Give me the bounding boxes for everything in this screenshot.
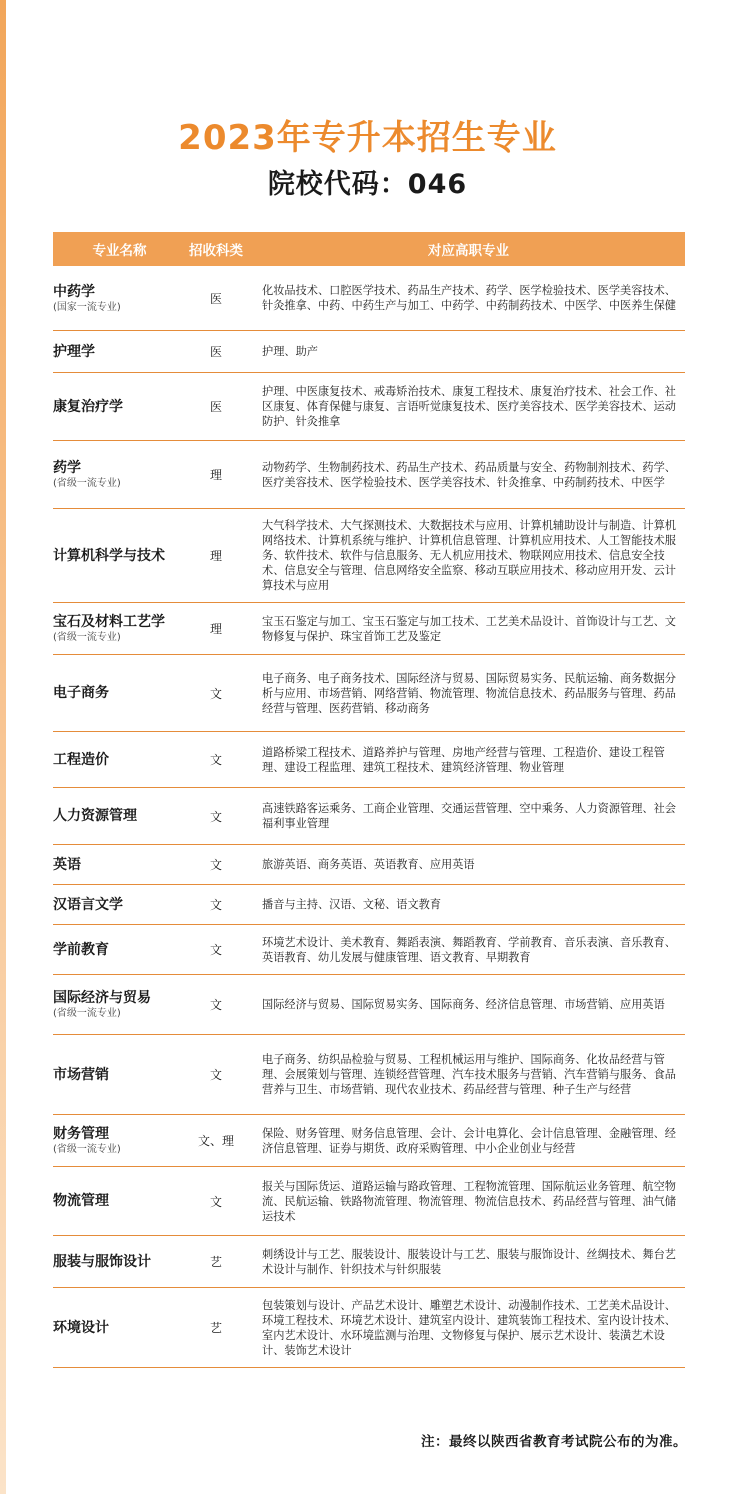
vocational-majors: 播音与主持、汉语、文秘、语文教育 [262, 898, 442, 911]
major-category: 艺 [209, 1321, 222, 1335]
table-row [53, 441, 685, 509]
major-category: 文 [209, 686, 222, 701]
table-row [53, 1236, 685, 1288]
vocational-majors: 环境艺术设计、美术教育、舞蹈表演、舞蹈教育、学前教育、音乐表演、音乐教育、英语教育、幼儿发展与健康管理、语文教育、早期教育 [262, 935, 676, 964]
major-category: 文 [209, 809, 222, 824]
major-category: 艺 [209, 1255, 222, 1269]
major-note: (省级一流专业) [53, 478, 121, 489]
header-vocational: 对应高职专业 [428, 243, 509, 259]
table-row [53, 655, 685, 732]
vocational-majors: 动物药学、生物制药技术、药品生产技术、药品质量与安全、药物制剂技术、药学、医疗美容技术、医学检验技术、医学美容技术、针灸推拿、中药制药技术、中医学 [262, 460, 676, 489]
vocational-majors: 旅游英语、商务英语、英语教育、应用英语 [262, 858, 475, 871]
major-category: 理 [209, 468, 222, 482]
major-name: 物流管理 [53, 1193, 109, 1209]
table-row [53, 1288, 685, 1368]
table-row [53, 603, 685, 655]
majors-table [53, 232, 685, 1368]
vocational-majors: 大气科学技术、大气探测技术、大数据技术与应用、计算机辅助设计与制造、计算机网络技术、计算机系统与维护、计算机信息管理、计算机应用技术、人工智能技术服务、软件技术、软件与信息服务、无人机应用技术、物联网应用技术、信息安全技术、信息安全与管理、信息网络安全监察、移动互联应用技术、移动应用开发、云计算技术与应用 [262, 519, 676, 592]
table-row [53, 266, 685, 331]
major-category: 文 [209, 1194, 222, 1209]
major-name: 人力资源管理 [53, 808, 137, 824]
major-name: 计算机科学与技术 [53, 547, 165, 564]
major-category: 文 [209, 943, 222, 957]
major-note: (省级一流专业) [53, 1144, 121, 1155]
vocational-majors: 护理、中医康复技术、戒毒矫治技术、康复工程技术、康复治疗技术、社会工作、社区康复、体育保健与康复、言语听觉康复技术、医疗美容技术、医学美容技术、运动防护、针灸推拿 [262, 385, 676, 428]
major-note: (国家一流专业) [53, 301, 121, 313]
major-name: 护理学 [53, 343, 95, 360]
major-name: 英语 [53, 856, 81, 873]
major-name: 国际经济与贸易 [53, 990, 151, 1006]
vocational-majors: 刺绣设计与工艺、服装设计、服装设计与工艺、服装与服饰设计、丝绸技术、舞台艺术设计与制作、针织技术与针织服装 [262, 1247, 676, 1276]
major-category: 理 [209, 549, 222, 563]
vocational-majors: 宝玉石鉴定与加工、宝玉石鉴定与加工技术、工艺美术品设计、首饰设计与工艺、文物修复与保护、珠宝首饰工艺及鉴定 [262, 614, 676, 643]
major-category: 文 [209, 998, 222, 1012]
major-category: 医 [209, 291, 222, 306]
major-name: 宝石及材料工艺学 [53, 614, 165, 630]
major-name: 汉语言文学 [53, 896, 123, 913]
major-name: 药学 [53, 460, 81, 476]
vocational-majors: 报关与国际货运、道路运输与路政管理、工程物流管理、国际航运业务管理、航空物流、民航运输、铁路物流管理、物流管理、物流信息技术、药品经营与管理、油气储运技术 [262, 1179, 676, 1223]
header-major: 专业名称 [92, 243, 147, 259]
major-name: 中药学 [53, 283, 95, 300]
table-row [53, 845, 685, 885]
vocational-majors: 包装策划与设计、产品艺术设计、雕塑艺术设计、动漫制作技术、工艺美术品设计、环境工程技术、环境艺术设计、建筑室内设计、建筑装饰工程技术、室内设计技术、室内艺术设计、水环境监测与治理、文物修复与保护、展示艺术设计、装潢艺术设计、装饰艺术设计 [262, 1298, 676, 1357]
table-row [53, 975, 685, 1035]
major-category: 文 [209, 898, 222, 912]
table-row [53, 331, 685, 373]
vocational-majors: 保险、财务管理、财务信息管理、会计、会计电算化、会计信息管理、金融管理、经济信息管理、证券与期货、政府采购管理、中小企业创业与经营 [262, 1126, 676, 1155]
vocational-majors: 化妆品技术、口腔医学技术、药品生产技术、药学、医学检验技术、医学美容技术、针灸推拿、中药、中药生产与加工、中药学、中药制药技术、中医学、中医养生保健 [262, 284, 676, 312]
vocational-majors: 道路桥梁工程技术、道路养护与管理、房地产经营与管理、工程造价、建设工程管理、建设工程监理、建筑工程技术、建筑经济管理、物业管理 [262, 745, 665, 774]
table-row [53, 925, 685, 975]
table-row [53, 885, 685, 925]
major-name: 康复治疗学 [53, 398, 123, 415]
vocational-majors: 电子商务、电子商务技术、国际经济与贸易、国际贸易实务、民航运输、商务数据分析与应用、市场营销、网络营销、物流管理、物流信息技术、药品服务与管理、药品经营与管理、医药营销、移动商务 [262, 671, 676, 715]
major-note: (省级一流专业) [53, 632, 121, 643]
major-name: 服装与服饰设计 [53, 1253, 151, 1270]
major-name: 环境设计 [53, 1319, 109, 1336]
school-code: 院校代码：046 [267, 169, 468, 200]
table-row [53, 1035, 685, 1115]
page-title: 2023年专升本招生专业 [178, 118, 557, 158]
vocational-majors: 国际经济与贸易、国际贸易实务、国际商务、经济信息管理、市场营销、应用英语 [262, 998, 665, 1011]
vocational-majors: 高速铁路客运乘务、工商企业管理、交通运营管理、空中乘务、人力资源管理、社会福利事业管理 [262, 802, 676, 830]
major-note: (省级一流专业) [53, 1008, 121, 1019]
major-category: 医 [209, 400, 222, 414]
major-category: 理 [209, 622, 222, 636]
table-row [53, 373, 685, 441]
major-category: 文 [209, 753, 222, 767]
table-row [53, 732, 685, 788]
major-name: 电子商务 [53, 685, 109, 701]
major-name: 市场营销 [53, 1066, 109, 1083]
major-name: 财务管理 [53, 1126, 109, 1142]
major-name: 工程造价 [53, 751, 109, 768]
table-row [53, 509, 685, 603]
header-category: 招收科类 [189, 243, 243, 259]
major-category: 文、理 [197, 1134, 234, 1148]
table-row [53, 1115, 685, 1167]
major-name: 学前教育 [53, 941, 109, 958]
major-category: 文 [209, 1068, 222, 1082]
vocational-majors: 电子商务、纺织品检验与贸易、工程机械运用与维护、国际商务、化妆品经营与管理、会展策划与管理、连锁经营管理、汽车技术服务与营销、汽车营销与服务、食品营养与卫生、市场营销、现代农业技术、药品经营与管理、种子生产与经营 [262, 1053, 676, 1096]
vocational-majors: 护理、助产 [262, 345, 318, 358]
table-row [53, 788, 685, 845]
footer-note: 注：最终以陕西省教育考试院公布的为准。 [421, 1434, 687, 1450]
table-row [53, 1167, 685, 1236]
decorative-side-bar [0, 0, 6, 1494]
major-category: 文 [209, 858, 222, 872]
table-header [53, 232, 685, 266]
major-category: 医 [209, 345, 222, 359]
